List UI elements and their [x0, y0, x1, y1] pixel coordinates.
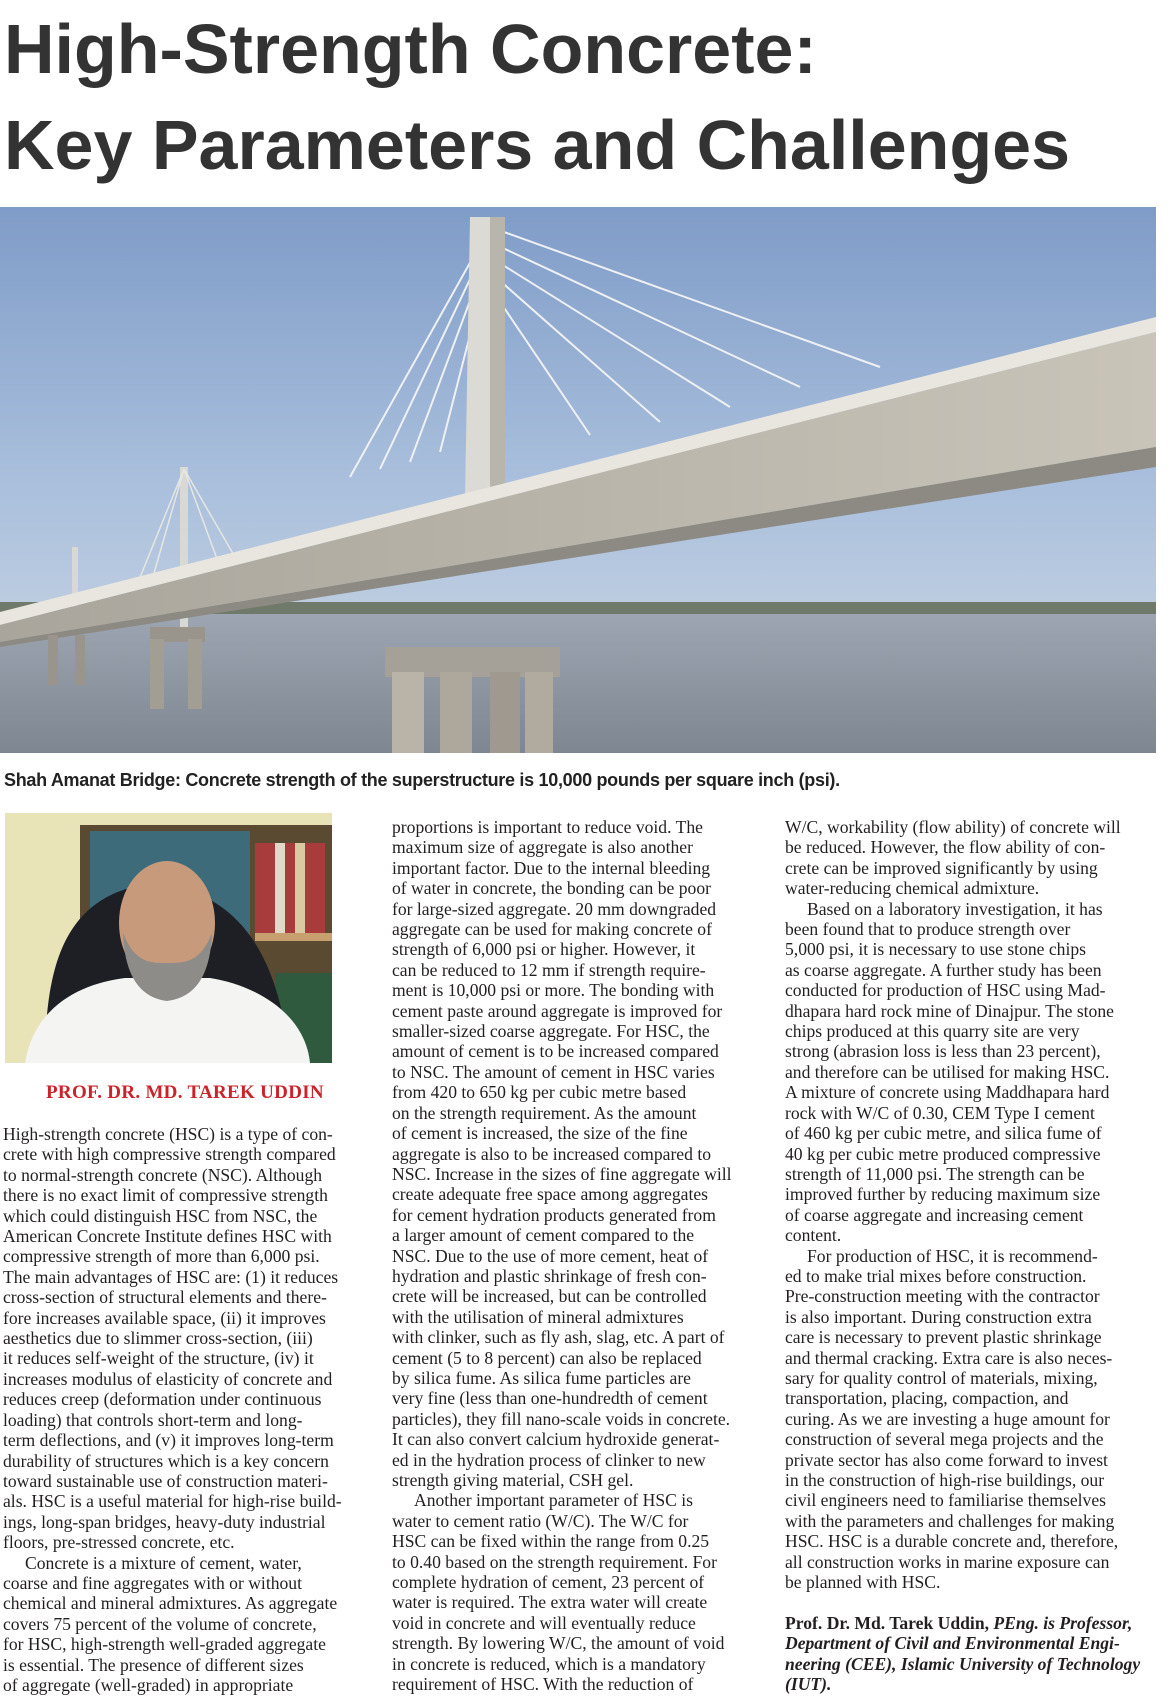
text-line: Concrete is a mixture of cement, water,: [25, 1552, 302, 1573]
text-line: particles), they fill nano-scale voids in concrete.: [392, 1408, 731, 1429]
text-line: ed in the hydration process of clinker to new: [392, 1449, 706, 1470]
headline-line-1: High-Strength Concrete:: [4, 10, 817, 88]
text-line: High-strength concrete (HSC) is a type of con-: [3, 1124, 333, 1144]
text-line: chemical and mineral admixtures. As aggregate: [3, 1593, 338, 1614]
text-line: HSC. HSC is a durable concrete and, therefore,: [785, 1531, 1119, 1552]
text-line: strength. By lowering W/C, the amount of void: [392, 1633, 725, 1654]
text-line: very fine (less than one-hundredth of cement: [392, 1388, 708, 1409]
text-line: strength of 6,000 psi or higher. However, it: [392, 939, 696, 960]
text-line: for HSC, high-strength well-graded aggregate: [3, 1634, 326, 1655]
text-line: by silica fume. As silica fume particles are: [392, 1367, 691, 1388]
text-line: a larger amount of cement compared to the: [392, 1225, 695, 1246]
text-line: and thermal cracking. Extra care is also neces-: [785, 1347, 1113, 1368]
text-line: ings, long-span bridges, heavy-duty industrial: [3, 1511, 326, 1532]
text-line: cross-section of structural elements and there-: [3, 1287, 327, 1308]
text-line: there is no exact limit of compressive strength: [3, 1185, 328, 1206]
author-bio: [785, 1613, 1157, 1695]
author-name: PROF. DR. MD. TAREK UDDIN: [46, 1082, 324, 1103]
text-line: with clinker, such as fly ash, slag, etc. A part of: [392, 1327, 725, 1348]
text-line: be planned with HSC.: [785, 1572, 941, 1593]
headline-line-2: Key Parameters and Challenges: [4, 106, 1071, 184]
bridge-photo: [0, 207, 1156, 753]
text-line: HSC can be fixed within the range from 0.25: [392, 1531, 710, 1552]
text-line: compressive strength of more than 6,000 psi.: [3, 1246, 320, 1267]
text-line: of coarse aggregate and increasing cement: [785, 1204, 1084, 1225]
article-column-3-text: [785, 817, 1157, 1592]
text-line: NSC. Due to the use of more cement, heat of: [392, 1245, 709, 1266]
text-line: American Concrete Institute defines HSC with: [3, 1226, 332, 1247]
text-line: important factor. Due to the internal bleeding: [392, 857, 711, 878]
text-line: toward sustainable use of construction materi-: [3, 1470, 328, 1491]
text-line: and therefore can be utilised for making HSC.: [785, 1061, 1110, 1082]
text-line: of cement is increased, the size of the fine: [392, 1123, 688, 1144]
text-line: ment is 10,000 psi or more. The bonding with: [392, 980, 715, 1001]
text-line: ed to make trial mixes before construction.: [785, 1265, 1087, 1286]
text-line: as coarse aggregate. A further study has been: [785, 959, 1102, 980]
text-line: transportation, placing, compaction, and: [785, 1388, 1069, 1409]
text-line: is essential. The presence of different sizes: [3, 1654, 304, 1675]
text-line: rock with W/C of 0.30, CEM Type I cement: [785, 1102, 1095, 1123]
text-line: aesthetics due to slimmer cross-section, (iii): [3, 1328, 313, 1349]
text-line: on the strength requirement. As the amount: [392, 1102, 697, 1123]
text-line: all construction works in marine exposure can: [785, 1551, 1110, 1572]
text-line: A mixture of concrete using Maddhapara hard: [785, 1082, 1110, 1103]
author-photo: [5, 813, 332, 1063]
text-line: smaller-sized coarse aggregate. For HSC, the: [392, 1021, 710, 1042]
text-line: in the construction of high-rise buildings, our: [785, 1470, 1105, 1490]
text-line: it reduces self-weight of the structure, (iv) it: [3, 1348, 314, 1369]
text-line: cement (5 to 8 percent) can also be replaced: [392, 1347, 702, 1368]
text-line: which could distinguish HSC from NSC, the: [3, 1205, 318, 1226]
text-line: complete hydration of cement, 23 percent of: [392, 1572, 705, 1593]
text-line: NSC. Increase in the sizes of fine aggregate will: [392, 1163, 732, 1184]
text-line: strength of 11,000 psi. The strength can be: [785, 1163, 1085, 1184]
text-line: of water in concrete, the bonding can be poor: [392, 878, 712, 899]
text-line: curing. As we are investing a huge amount for: [785, 1408, 1110, 1429]
text-line: private sector has also come forward to invest: [785, 1449, 1108, 1470]
text-line: water to cement ratio (W/C). The W/C for: [392, 1510, 689, 1531]
text-line: content.: [785, 1225, 842, 1246]
text-line: loading) that controls short-term and long-: [3, 1409, 303, 1430]
text-line: term deflections, and (v) it improves long-term: [3, 1430, 334, 1451]
bio-text: Department of Civil and Environmental Engi-: [785, 1633, 1120, 1654]
bio-text: (IUT).: [785, 1674, 832, 1695]
text-line: conducted for production of HSC using Mad-: [785, 980, 1106, 1001]
text-line: covers 75 percent of the volume of concrete,: [3, 1613, 317, 1634]
text-line: create adequate free space among aggregates: [392, 1184, 709, 1205]
article-column-1: [3, 1124, 375, 1695]
text-line: reduces creep (deformation under continuous: [3, 1389, 322, 1410]
text-line: to NSC. The amount of cement in HSC varies: [392, 1061, 715, 1082]
bio-text: neering (CEE), Islamic University of Technology: [785, 1653, 1141, 1674]
text-line: in concrete is reduced, which is a mandatory: [392, 1653, 706, 1674]
text-line: is also important. During construction extra: [785, 1306, 1092, 1327]
text-line: aggregate is also to be increased compared to: [392, 1143, 711, 1164]
bio-author-name: Prof. Dr. Md. Tarek Uddin,: [785, 1612, 990, 1633]
text-line: cement paste around aggregate is improved for: [392, 1000, 723, 1021]
text-line: The main advantages of HSC are: (1) it reduces: [3, 1266, 339, 1287]
text-line: crete with high compressive strength compared: [3, 1144, 336, 1165]
text-line: proportions is important to reduce void. The: [392, 817, 703, 837]
text-line: Another important parameter of HSC is: [414, 1490, 693, 1511]
text-line: with the utilisation of mineral admixtures: [392, 1306, 684, 1327]
text-line: crete will be increased, but can be controlled: [392, 1286, 707, 1307]
text-line: sary for quality control of materials, mixing,: [785, 1367, 1098, 1388]
text-line: increases modulus of elasticity of concrete and: [3, 1368, 333, 1389]
text-line: water-reducing chemical admixture.: [785, 878, 1040, 899]
text-line: Based on a laboratory investigation, it has: [807, 898, 1103, 919]
text-line: coarse and fine aggregates with or without: [3, 1572, 302, 1593]
text-line: civil engineers need to familiarise themselves: [785, 1490, 1106, 1511]
photo-caption: Shah Amanat Bridge: Concrete strength of the superstructure is 10,000 pounds per square inch (psi).: [4, 770, 840, 790]
text-line: strength giving material, CSH gel.: [392, 1470, 634, 1490]
text-line: hydration and plastic shrinkage of fresh con-: [392, 1265, 707, 1286]
text-line: care is necessary to prevent plastic shrinkage: [785, 1327, 1102, 1348]
text-line: For production of HSC, it is recommend-: [807, 1245, 1098, 1266]
text-line: construction of several mega projects and the: [785, 1429, 1104, 1450]
text-line: from 420 to 650 kg per cubic metre based: [392, 1082, 687, 1103]
text-line: crete can be improved significantly by using: [785, 857, 1098, 878]
text-line: improved further by reducing maximum size: [785, 1184, 1101, 1205]
text-line: maximum size of aggregate is also another: [392, 837, 693, 858]
text-line: als. HSC is a useful material for high-rise build-: [3, 1491, 342, 1512]
text-line: can be reduced to 12 mm if strength require-: [392, 959, 706, 980]
article-column-2: [392, 817, 770, 1694]
text-line: Pre-construction meeting with the contractor: [785, 1286, 1100, 1307]
text-line: for large-sized aggregate. 20 mm downgraded: [392, 898, 717, 919]
text-line: strong (abrasion loss is less than 23 percent),: [785, 1041, 1101, 1062]
text-line: W/C, workability (flow ability) of concrete will: [785, 817, 1121, 837]
text-line: of 460 kg per cubic metre, and silica fume of: [785, 1123, 1102, 1144]
text-line: It can also convert calcium hydroxide generat-: [392, 1429, 720, 1450]
text-line: aggregate can be used for making concrete of: [392, 919, 712, 940]
text-line: with the parameters and challenges for making: [785, 1510, 1115, 1531]
text-line: chips produced at this quarry site are very: [785, 1021, 1080, 1042]
article-column-3: [785, 817, 1157, 1694]
text-line: for cement hydration products generated from: [392, 1204, 716, 1225]
text-line: to 0.40 based on the strength requirement. For: [392, 1551, 717, 1572]
text-line: dhapara hard rock mine of Dinajpur. The stone: [785, 1000, 1114, 1021]
text-line: floors, pre-stressed concrete, etc.: [3, 1532, 235, 1553]
text-line: to normal-strength concrete (NSC). Although: [3, 1164, 323, 1185]
text-line: amount of cement is to be increased compared: [392, 1041, 719, 1062]
text-line: be reduced. However, the flow ability of con-: [785, 837, 1106, 858]
text-line: void in concrete and will eventually reduce: [392, 1612, 696, 1633]
text-line: been found that to produce strength over: [785, 919, 1071, 940]
text-line: water is required. The extra water will create: [392, 1592, 708, 1613]
text-line: durability of structures which is a key concern: [3, 1450, 329, 1471]
text-line: 40 kg per cubic metre produced compressive: [785, 1143, 1101, 1164]
text-line: of aggregate (well-graded) in appropriate: [3, 1674, 294, 1695]
text-line: fore increases available space, (ii) it improves: [3, 1307, 326, 1328]
text-line: 5,000 psi, it is necessary to use stone chips: [785, 939, 1087, 960]
text-line: requirement of HSC. With the reduction of: [392, 1674, 694, 1695]
bio-text: PEng. is Professor,: [993, 1612, 1133, 1633]
